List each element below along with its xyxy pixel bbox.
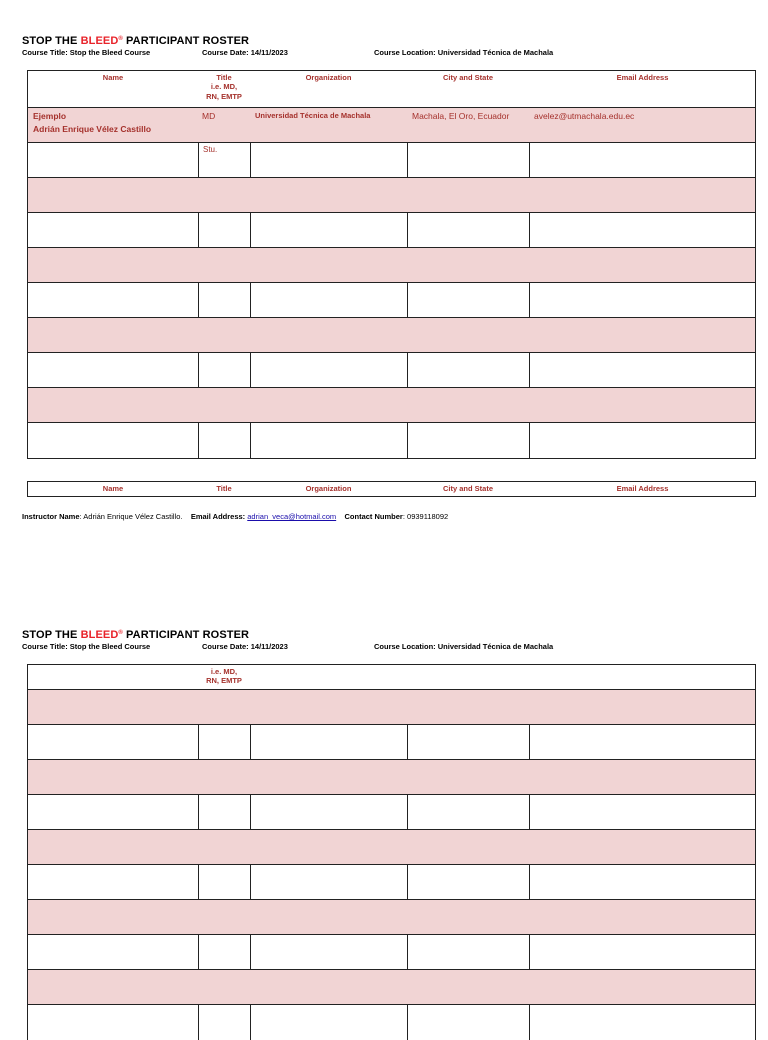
course-location: Course Location: Universidad Técnica de Machala [374,642,554,651]
row-title-value: Stu. [203,145,218,154]
example-city: Machala, El Oro, Ecuador [412,111,510,121]
table-row[interactable] [28,143,755,178]
table-row[interactable] [28,865,755,900]
table-row[interactable] [28,830,755,865]
brand-name: BLEED [80,629,119,641]
brand-name: BLEED [80,35,119,47]
table-header-2 [28,665,755,690]
table-row[interactable] [28,178,755,213]
course-location: Course Location: Universidad Técnica de Machala [374,48,554,57]
footer-col-city: City and State [442,484,493,493]
table-row[interactable] [28,353,755,388]
instructor-email-link[interactable]: adrian_veca@hotmail.com [247,512,337,521]
footer-col-name: Name [102,484,124,493]
page-title: STOP THE BLEED® PARTICIPANT ROSTER [22,35,250,47]
example-email: avelez@utmachala.edu.ec [534,111,635,121]
footer-header-strip [27,481,756,497]
table-row[interactable] [28,690,755,725]
table-row[interactable] [28,388,755,423]
example-row [28,108,755,143]
table-row[interactable] [28,760,755,795]
footer-col-organization: Organization [305,484,352,493]
page-title-2: STOP THE BLEED® PARTICIPANT ROSTER [22,629,250,641]
col-city-header: City and State [442,73,493,82]
col-email-header: Email Address [616,73,669,82]
table-row[interactable] [28,970,755,1005]
example-title: MD [202,111,216,121]
roster-table [27,70,756,459]
table-row[interactable] [28,1005,755,1040]
table-header [28,71,755,108]
table-row[interactable] [28,248,755,283]
example-name: Adrián Enrique Vélez Castillo [33,124,152,134]
example-label: Ejemplo [33,111,67,121]
table-row[interactable] [28,423,755,458]
instructor-info: Instructor Name: Adrián Enrique Vélez Castillo. Email Address: adrian_veca@hotmail.com Contact Number: 0939118092 [22,512,449,521]
table-row[interactable] [28,283,755,318]
col-title-header: Title i.e. MD, RN, EMTP [206,73,242,101]
course-title: Course Title: Stop the Bleed Course [22,48,151,57]
table-row[interactable] [28,795,755,830]
col-organization-header: Organization [305,73,352,82]
col-name-header: Name [102,73,124,82]
course-date: Course Date: 14/11/2023 [202,48,288,57]
table-row[interactable] [28,900,755,935]
table-row[interactable] [28,725,755,760]
course-title: Course Title: Stop the Bleed Course [22,642,151,651]
col-title-header: i.e. MD, RN, EMTP [206,667,242,686]
footer-col-email: Email Address [616,484,669,493]
table-row[interactable] [28,935,755,970]
roster-table-2 [27,664,756,1040]
course-date: Course Date: 14/11/2023 [202,642,288,651]
footer-col-title: Title [216,484,232,493]
table-row[interactable] [28,213,755,248]
table-row[interactable] [28,318,755,353]
example-organization: Universidad Técnica de Machala [255,111,371,120]
